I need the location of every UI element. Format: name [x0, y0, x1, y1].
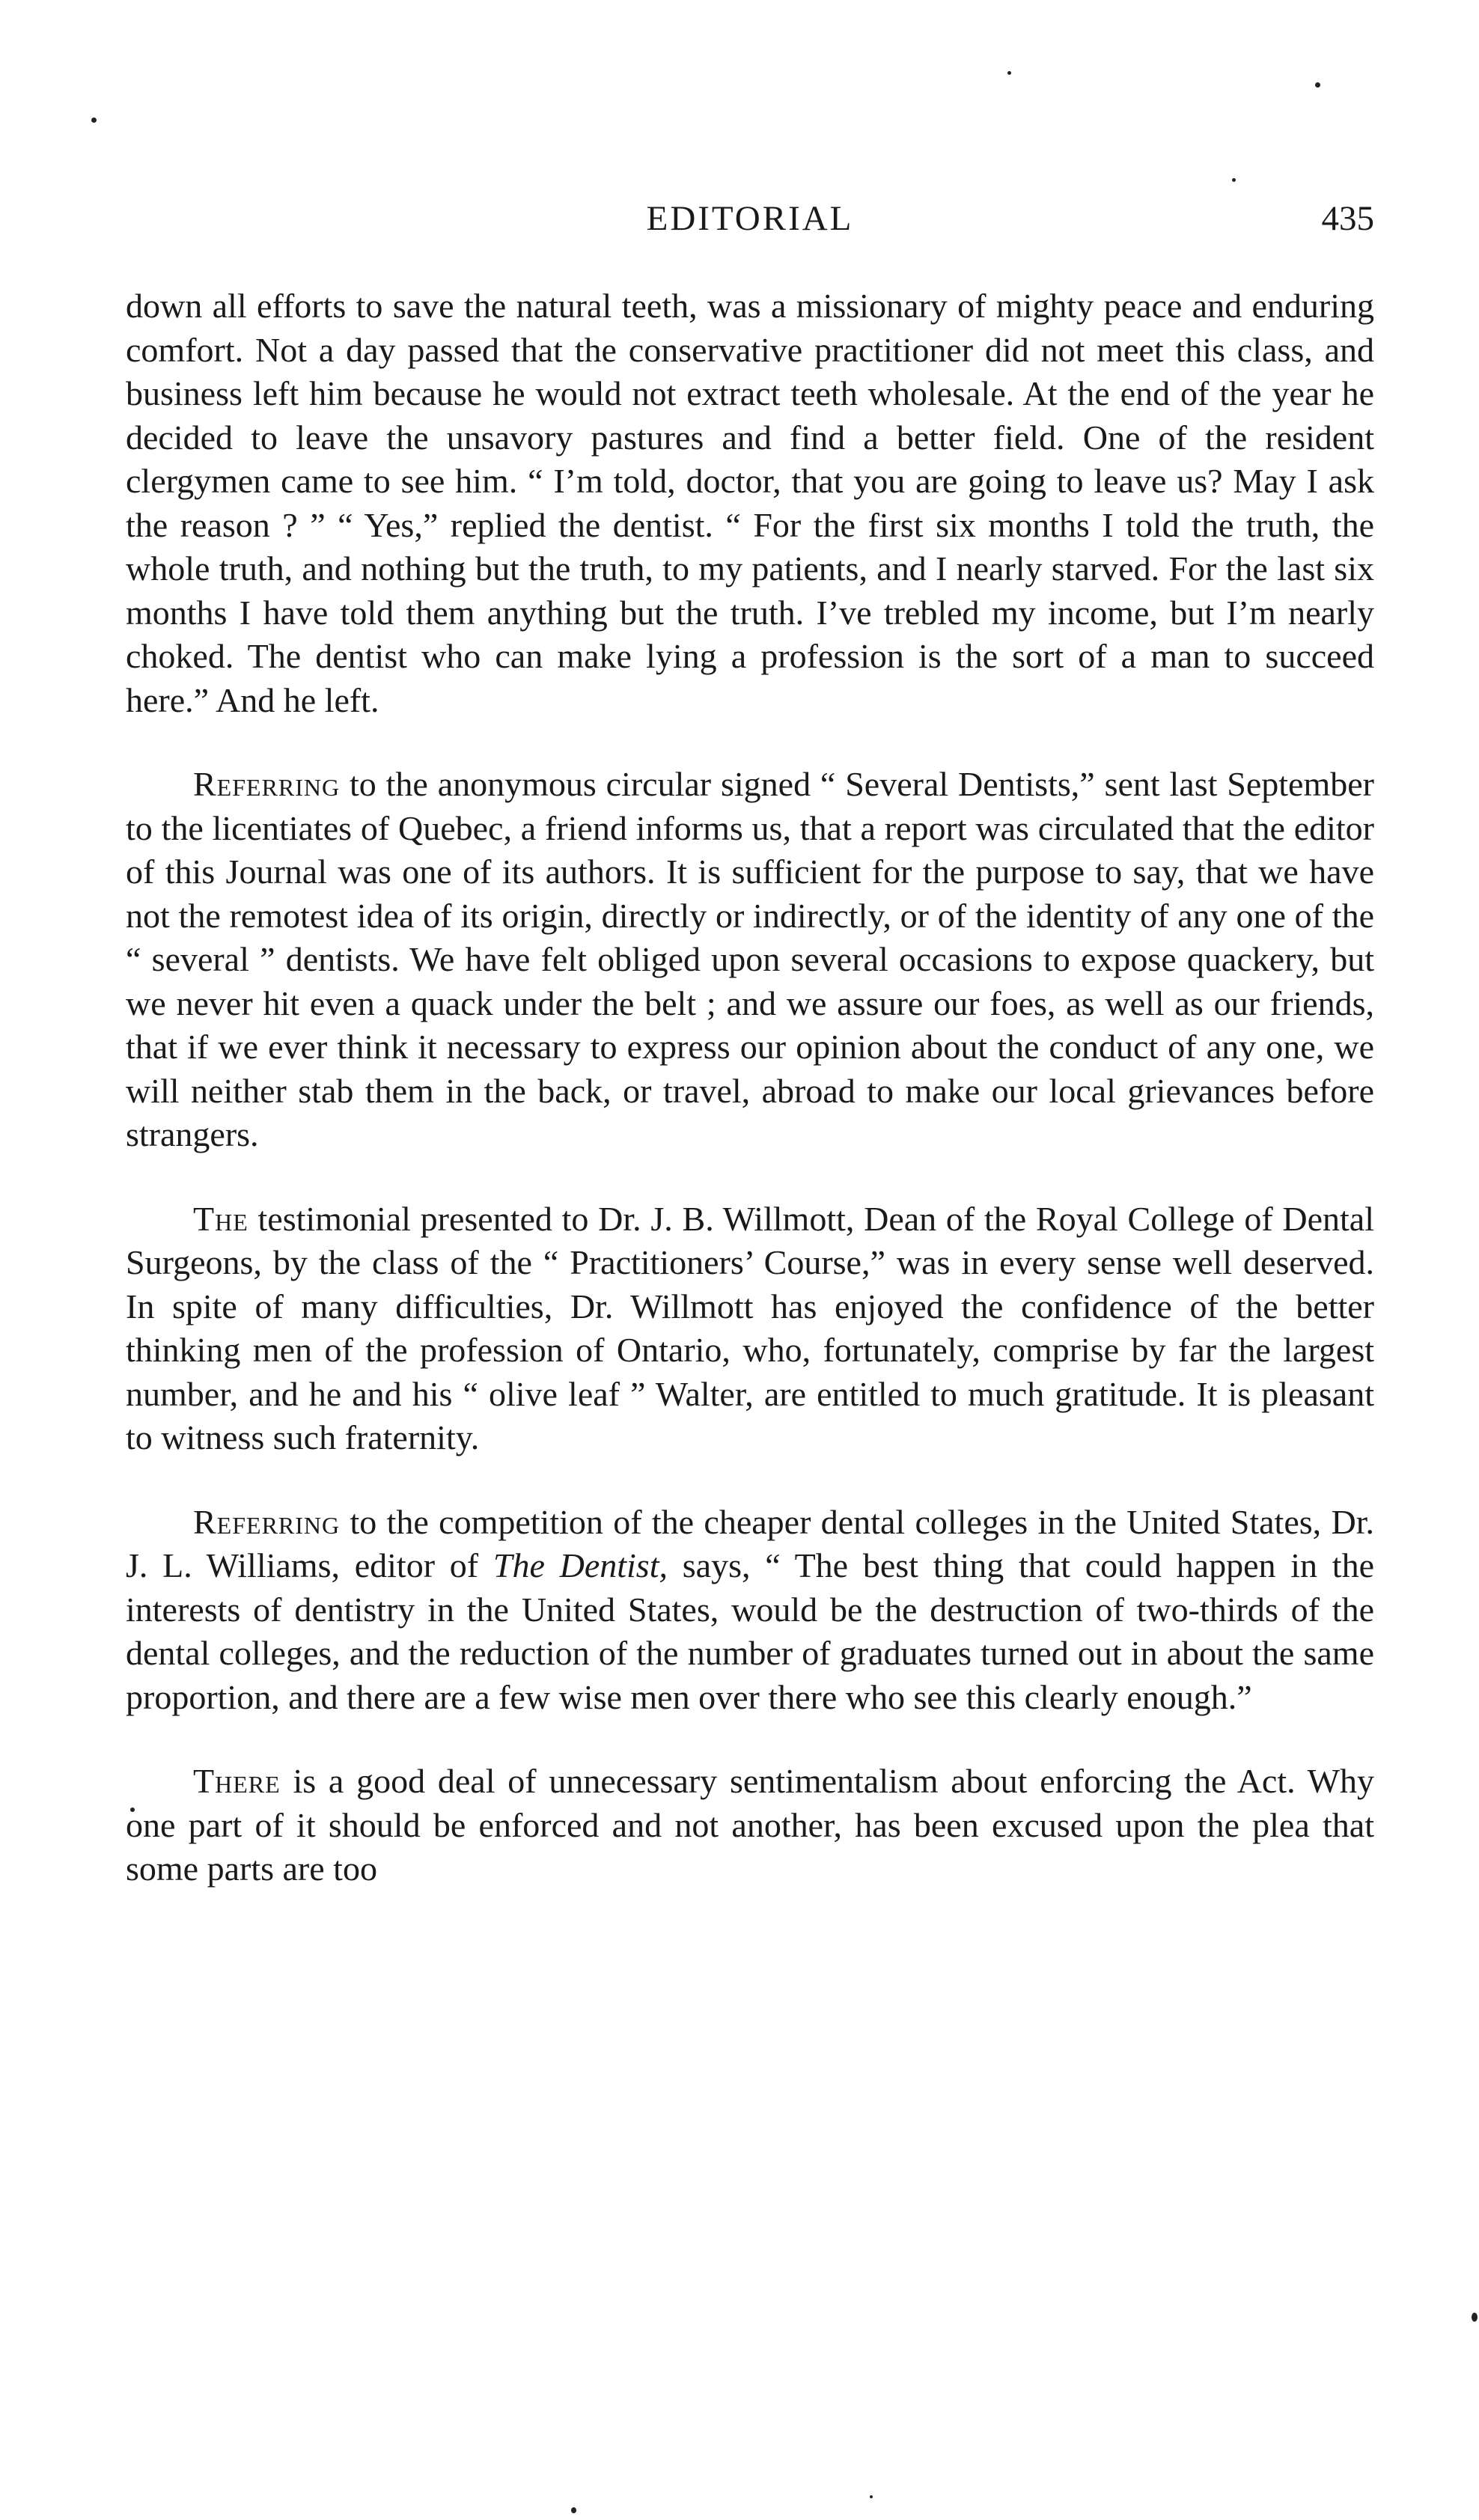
paragraph-text: down all efforts to save the natural teeth, was a missionary of mighty peace and enduring comfort. Not a day passed that the conservative practitioner did not meet this class, and business left him because he would not extract teeth wholesale. At the end of the year he decided to leave the unsavory pastures and find a better field. One of the resident clergymen came to see him. “ I’m told, doctor, that you are going to leave us? May I ask the reason ? ” “ Yes,” replied the dentist. “ For the first six months I told the truth, the whole truth, and nothing but the truth, to my patients, and I nearly starved. For the last six months I have told them anything but the truth. I’ve trebled my income, but I’m nearly choked. The dentist who can make lying a profession is the sort of a man to succeed here.” And he left.	[126, 287, 1374, 719]
paragraph-text: is a good deal of unnecessary sentimentalism about enforcing the Act. Why one part of it should be enforced and not another, has been excused upon the plea that some parts are too	[126, 1762, 1374, 1888]
paragraph-text: to the anonymous circular signed “ Several Dentists,” sent last September to the licentiates of Quebec, a friend informs us, that a report was circulated that the editor of this Journal was one of its authors. It is sufficient for the purpose to say, that we have not the remotest idea of its origin, directly or indirectly, or of the identity of any one of the “ several ” dentists. We have felt obliged upon several occasions to expose quackery, but we never hit even a quack under the belt ; and we assure our foes, as well as our friends, that if we ever think it necessary to express our opinion about the conduct of any one, we will neither stab them in the back, or travel, abroad to make our local grievances before strangers.	[126, 765, 1374, 1153]
paragraph-text: says, “ The best thing that could happen in the interests of dentistry in the United States, would be the destruction of two-thirds of the dental colleges, and the reduction of the number of graduates turned out in about the same proportion, and there are a few wise men over there who see this clearly enough.”	[126, 1546, 1375, 1716]
paragraph-circular	[126, 763, 1374, 1157]
scan-speck	[1315, 82, 1320, 88]
scan-speck	[870, 2495, 873, 2498]
scan-speck	[571, 2507, 576, 2513]
running-header	[126, 196, 1374, 241]
paragraph-lead-word: There	[193, 1762, 281, 1800]
scan-speck	[1007, 71, 1011, 75]
scan-speck	[1472, 2313, 1478, 2322]
paragraph-lead-word: Referring	[193, 765, 341, 803]
paragraph-lead-word: The	[193, 1199, 248, 1238]
journal-title: The Dentist,	[493, 1546, 668, 1584]
paragraph-enforcement	[126, 1760, 1374, 1891]
scan-speck	[1232, 178, 1236, 182]
editorial-body	[126, 284, 1374, 1891]
paragraph-lead-word: Referring	[193, 1502, 341, 1541]
paragraph-competition	[126, 1501, 1374, 1720]
paragraph-text: to the competition of the cheaper dental colleges in the United States, Dr. J. L. Williams, editor of	[126, 1502, 1374, 1584]
scan-speck	[91, 118, 97, 123]
paragraph-testimonial	[126, 1198, 1374, 1460]
paragraph-continuation	[126, 284, 1374, 722]
running-title: EDITORIAL	[646, 199, 854, 238]
paragraph-text: testimonial presented to Dr. J. B. Willmott, Dean of the Royal College of Dental Surgeons, by the class of the “ Practitioners’ Course,” was in every sense well deserved. In spite of many difficulties, Dr. Willmott has enjoyed the confidence of the better thinking men of the profession of Ontario, who, fortunately, comprise by far the largest number, and he and his “ olive leaf ” Walter, are entitled to much gratitude. It is pleasant to witness such fraternity.	[126, 1199, 1374, 1456]
page-number: 435	[1321, 199, 1374, 238]
